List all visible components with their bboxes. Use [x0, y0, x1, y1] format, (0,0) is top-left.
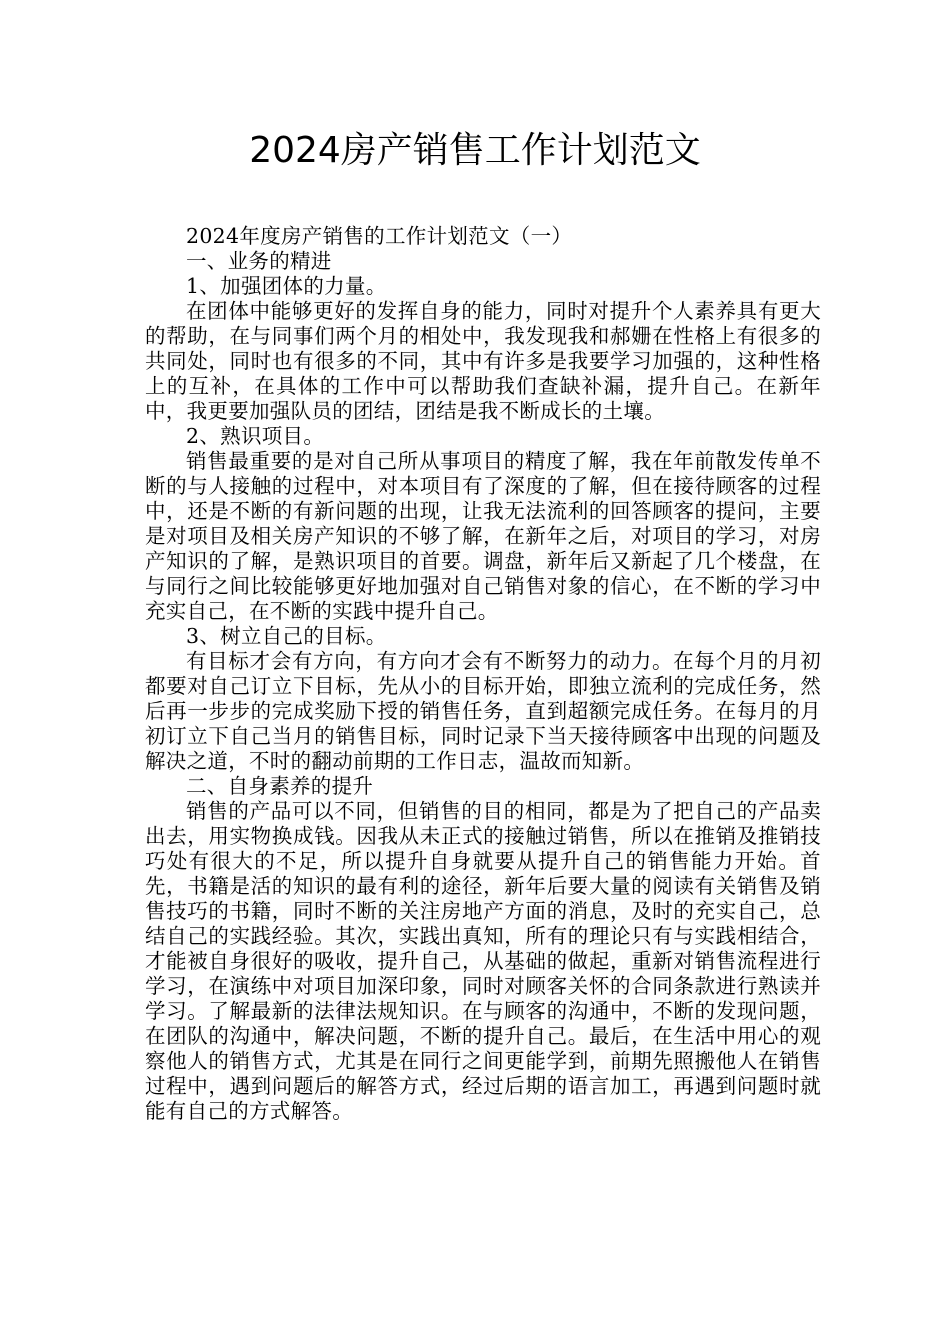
section-heading-business: 一、业务的精进 — [186, 249, 332, 273]
document-body — [145, 224, 821, 1124]
document-title: 2024房产销售工作计划范文 — [249, 130, 701, 171]
item-heading-goals: 3、树立自己的目标。 — [186, 624, 387, 648]
paragraph-project: 销售最重要的是对自己所从事项目的精度了解，我在年前散发传单不断的与人接触的过程中，对本项目有了深度的了解，但在接待顾客的过程中，还是不断的有新问题的出现，让我无法流利的回答顾客的提问，主要是对项目及相关房产知识的不够了解，在新年之后，对项目的学习，对房产知识的了解，是熟识项目的首要。调盘，新年后又新起了几个楼盘，在与同行之间比较能够更好地加强对自己销售对象的信心，在不断的学习中充实自己，在不断的实践中提升自己。 — [145, 449, 821, 623]
section-heading-self-improvement: 二、自身素养的提升 — [186, 774, 374, 798]
paragraph-team: 在团体中能够更好的发挥自身的能力，同时对提升个人素养具有更大的帮助，在与同事们两个月的相处中，我发现我和郝姗在性格上有很多的共同处，同时也有很多的不同，其中有许多是我要学习加强的，这种性格上的互补，在具体的工作中可以帮助我们查缺补漏，提升自己。在新年中，我更要加强队员的团结，团结是我不断成长的土壤。 — [145, 299, 821, 423]
item-heading-project: 2、熟识项目。 — [186, 424, 325, 448]
paragraph-self-improvement: 销售的产品可以不同，但销售的目的相同，都是为了把自己的产品卖出去，用实物换成钱。因我从未正式的接触过销售，所以在推销及推销技巧处有很大的不足，所以提升自身就要从提升自己的销售能力开始。首先，书籍是活的知识的最有利的途径，新年后要大量的阅读有关销售及销售技巧的书籍，同时不断的关注房地产方面的消息，及时的充实自己，总结自己的实践经验。其次，实践出真知，所有的理论只有与实践相结合，才能被自身很好的吸收，提升自己，从基础的做起，重新对销售流程进行学习，在演练中对项目加深印象，同时对顾客关怀的合同条款进行熟读并学习。了解最新的法律法规知识。在与顾客的沟通中，不断的发现问题，在团队的沟通中，解决问题，不断的提升自己。最后，在生活中用心的观察他人的销售方式，尤其是在同行之间更能学到，前期先照搬他人在销售过程中，遇到问题后的解答方式，经过后期的语言加工，再遇到问题时就能有自己的方式解答。 — [145, 799, 821, 1123]
paragraph-goals: 有目标才会有方向，有方向才会有不断努力的动力。在每个月的月初都要对自己订立下目标，先从小的目标开始，即独立流利的完成任务，然后再一步步的完成奖励下授的销售任务，直到超额完成任务。在每月的月初订立下自己当月的销售目标，同时记录下当天接待顾客中出现的问题及解决之道，不时的翻动前期的工作日志，温故而知新。 — [145, 649, 821, 773]
item-heading-team: 1、加强团体的力量。 — [186, 274, 387, 298]
plan-subtitle: 2024年度房产销售的工作计划范文（一） — [186, 224, 573, 248]
